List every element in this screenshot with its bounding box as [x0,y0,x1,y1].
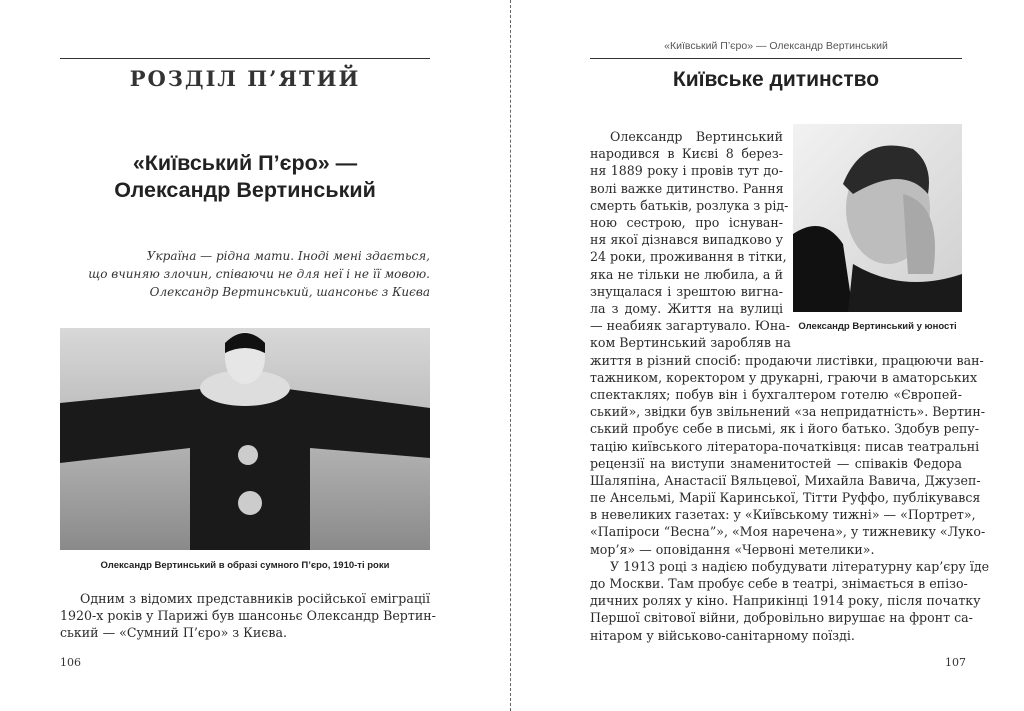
text-line: життя в різний спосіб: продаючи листівки, працюючи ван- [590,352,984,368]
portrait-photo [793,124,962,312]
epigraph-line: Україна — рідна мати. Іноді мені здається, [146,249,430,263]
text-line: в невеликих газетах: у «Київському тижні» — «Портрет», [590,507,976,523]
pierrot-photo [60,328,430,550]
page-number: 107 [945,656,966,669]
text-line: — неабияк загартувало. Юна- [590,318,791,334]
epigraph [60,247,430,301]
photo-caption: Олександр Вертинський в образі сумного П’єро, 1910-ті роки [100,560,390,571]
text-line: ла з дому. Життя на вулиці [590,300,783,316]
text-line: «Папіроси “Весна”», «Моя наречена», у тижневику «Луко- [590,524,986,540]
text-line: 1920-х років у Парижі був шансоньє Олександр Вертин- [60,608,436,624]
epigraph-attribution: Олександр Вертинський, шансоньє з Києва [149,285,430,299]
text-line: тацію київського літератора-початківця: писав театральні [590,438,980,454]
text-line: рецензії на виступи знаменитостей — співаків Федора [590,455,962,471]
body-text [60,590,436,642]
text-line: ком Вертинський заробляв на [590,335,791,351]
top-rule [590,58,962,59]
text-line: смерть батьків, розлука з рід- [590,197,789,213]
text-line: У 1913 році з надією побудувати літературну кар’єру їде [610,558,990,574]
title-line: Олександр Вертинський [114,178,376,202]
epigraph-line: що вчиняю злочин, співаючи не для неї і не її мовою. [88,267,430,281]
text-line: ною сестрою, про існуван- [590,214,783,230]
text-line: пе Ансельмі, Марії Каринської, Тітти Руффо, публікувався [590,490,981,506]
text-line: нітаром у військово-санітарному поїзді. [590,627,855,643]
text-line: Першої світової війни, добровільно вирушає на фронт са- [590,610,973,626]
text-line: волі важке дитинство. Рання [590,180,784,196]
section-title: Київське дитинство [672,68,880,91]
text-line: тажником, коректором у друкарні, граючи в аматорських [590,369,978,385]
title-line: «Київський П’єро» — [132,151,358,175]
body-text-wide [590,352,990,644]
text-line: ня 1889 року і провів тут до- [590,163,783,179]
text-line: знущалася і зрештою вигна- [590,283,783,299]
text-line: мор’я» — оповідання «Червоні метелики». [590,541,875,557]
text-line: ський», звідки був звільнений «за непридатність». Вертин- [590,404,986,420]
page-gutter-divider [510,0,511,711]
text-line: народився в Києві 8 берез- [590,146,783,162]
running-head: «Київський П’єро» — Олександр Вертинський [664,40,888,52]
text-line: ня якої дізнався випадково у [590,232,784,248]
text-line: дичних ролях у кіно. Наприкінці 1914 року, після початку [590,593,981,609]
top-rule [60,58,430,59]
text-line: ський пробує себе в письмі, як і його батько. Здобув репу- [590,421,980,437]
text-line: ський — «Сумний П’єро» з Києва. [60,625,287,641]
text-line: Олександр Вертинський [610,129,783,144]
text-line: до Москви. Там пробує себе в театрі, знімається в епізо- [590,576,968,592]
text-line: Одним з відомих представників російської еміграції [80,591,430,606]
photo-caption: Олександр Вертинський у юності [798,321,957,332]
text-line: 24 роки, проживання в тітки, [590,249,787,265]
text-line: спектаклях; побув він і бухгалтером готелю «Європей- [590,386,962,402]
chapter-heading: РОЗДІЛ П’ЯТИЙ [129,66,361,91]
text-line: яка не тільки не любила, а й [590,266,783,282]
text-line: Шаляпіна, Анастасії Вяльцевої, Михайла Вавича, Джузеп- [590,472,981,488]
body-text-narrow [590,128,791,351]
chapter-title [60,150,430,204]
page-number: 106 [60,656,81,669]
